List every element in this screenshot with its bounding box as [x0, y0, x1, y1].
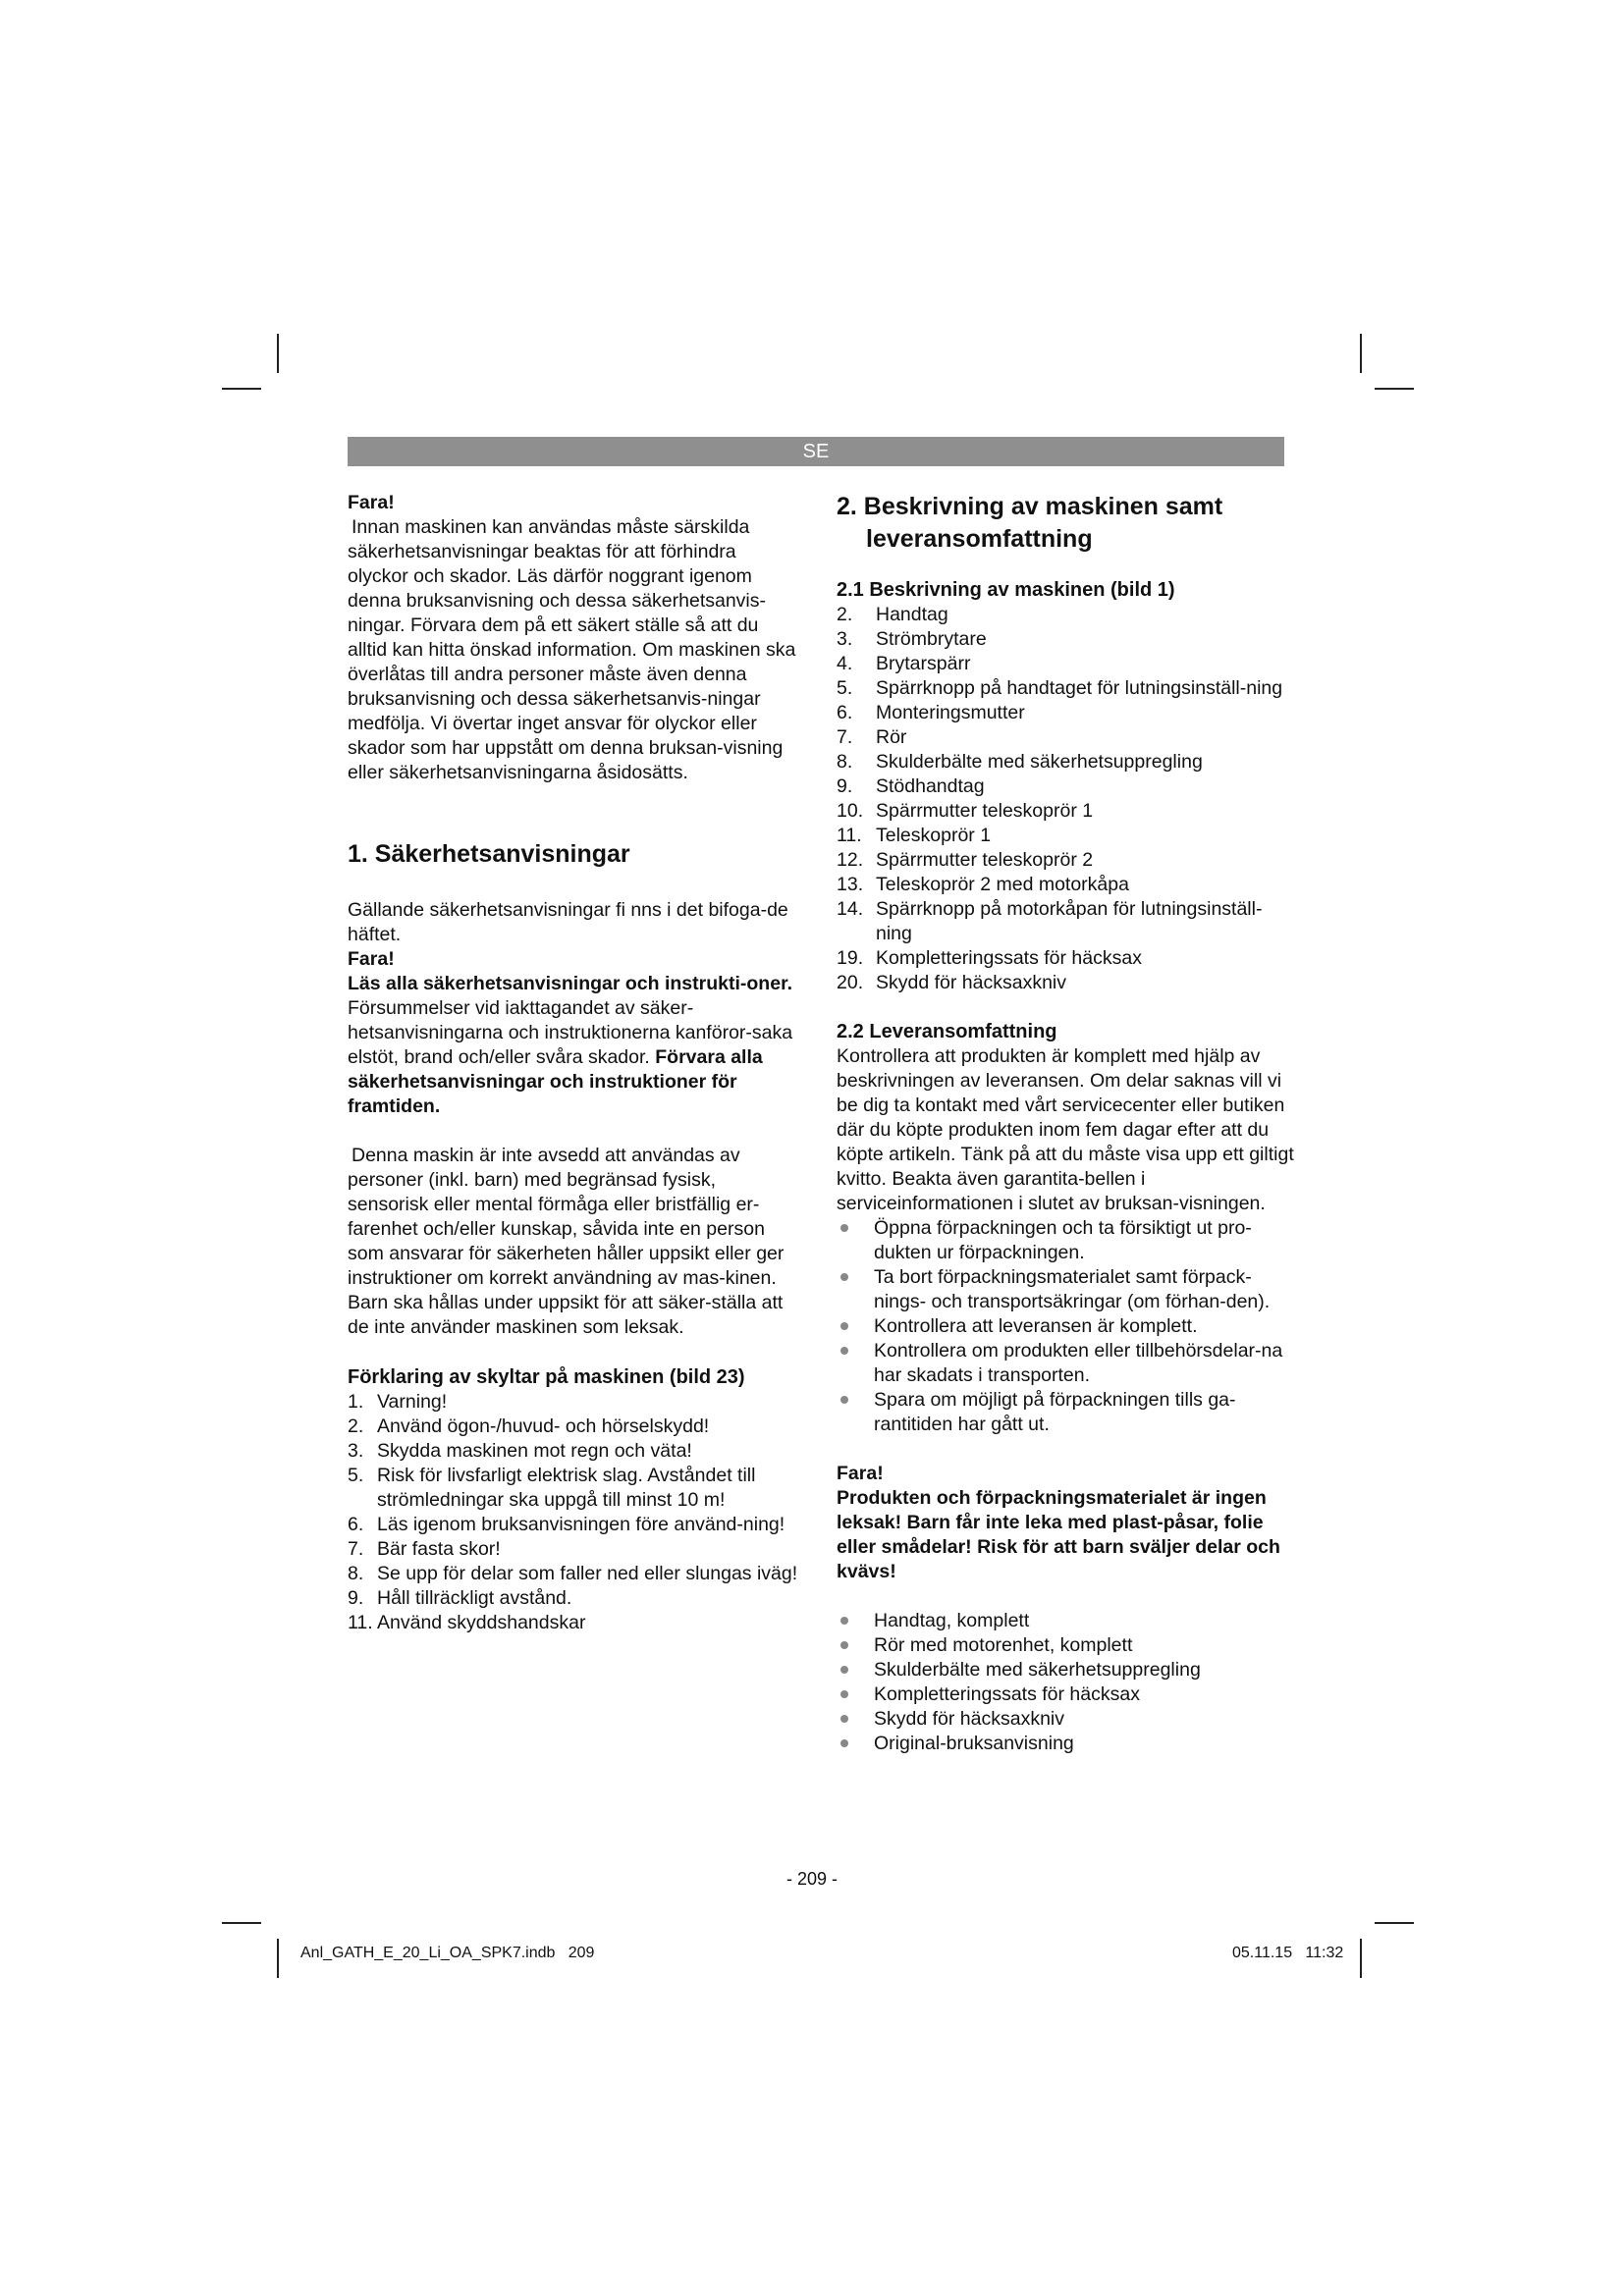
warning-bold: Förvara alla säkerhetsanvisningar och instruktioner för framtiden.: [348, 1046, 763, 1117]
bullet-icon: [840, 1273, 848, 1281]
list-item: Rör med motorenhet, komplett: [837, 1633, 1298, 1658]
bullet-icon: [840, 1322, 848, 1330]
danger-title: Fara!: [837, 1463, 884, 1484]
subsection-heading: 2.2 Leveransomfattning: [837, 1021, 1057, 1042]
list-item: 14. Spärrknopp på motorkåpan för lutningsinställ-ning: [837, 898, 1263, 944]
crop-mark: [1375, 1922, 1414, 1924]
print-timestamp: 05.11.15 11:32: [1232, 1945, 1344, 1961]
list-item: Kontrollera att leveransen är komplett.: [837, 1314, 1298, 1339]
list-item: 12. Spärrmutter teleskoprör 2: [837, 849, 1094, 871]
list-item: 7. Bär fasta skor!: [348, 1538, 501, 1560]
list-item: 3. Skydda maskinen mot regn och väta!: [348, 1440, 692, 1462]
list-item: 6. Monteringsmutter: [837, 702, 1025, 723]
right-column: [837, 491, 1298, 1756]
bullet-icon: [840, 1396, 848, 1404]
delivery-paragraph: Kontrollera att produkten är komplett med hjälp av beskrivningen av leveransen. Om delar saknas vill vi be dig ta kontakt med vårt servicecenter eller butiken där du köpte produkten inom fem dagar efter att du köpte artikeln. Tänk på att du måste visa upp ett giltigt kvitto. Beakta även garantita-bellen i serviceinformationen i slutet av bruksan-visningen.: [837, 1045, 1294, 1214]
list-item: Spara om möjligt på förpackningen tills ga-rantitiden har gått ut.: [837, 1388, 1298, 1437]
danger-title: Fara!: [348, 948, 395, 970]
list-item: 3. Strömbrytare: [837, 628, 987, 650]
list-item: 11. Teleskoprör 1: [837, 825, 992, 846]
bullet-icon: [840, 1347, 848, 1355]
list-item: 7. Rör: [837, 726, 907, 748]
list-item: 13. Teleskoprör 2 med motorkåpa: [837, 874, 1129, 895]
danger-title: Fara!: [348, 492, 395, 513]
page-number: - 209 -: [785, 1869, 839, 1889]
list-item: 9. Stödhandtag: [837, 775, 985, 797]
list-item: 2. Använd ögon-/huvud- och hörselskydd!: [348, 1415, 710, 1437]
crop-mark: [222, 1922, 261, 1924]
list-item: 9. Håll tillräckligt avstånd.: [348, 1587, 572, 1609]
language-header-bar: [348, 437, 1284, 466]
parts-list: [837, 603, 1298, 995]
list-item: Ta bort förpackningsmaterialet samt förpack-nings- och transportsäkringar (om förhan-den).: [837, 1265, 1298, 1314]
subsection-heading: 2.1 Beskrivning av maskinen (bild 1): [837, 579, 1175, 601]
section-heading: 2. Beskrivning av maskinen samt leveransomfattning: [837, 493, 1223, 553]
signs-list: [348, 1390, 801, 1635]
list-item: 11. Använd skyddshandskar: [348, 1612, 586, 1633]
bullet-icon: [840, 1715, 848, 1723]
list-item: 1. Varning!: [348, 1391, 448, 1413]
crop-mark: [222, 388, 261, 390]
list-item: 5. Spärrknopp på handtaget för lutningsinställ-ning: [837, 677, 1283, 699]
list-item: 6. Läs igenom bruksanvisningen före använd-ning!: [348, 1514, 785, 1535]
list-item: 4. Brytarspärr: [837, 653, 971, 674]
bullet-icon: [840, 1690, 848, 1698]
warning-bold: Läs alla säkerhetsanvisningar och instrukti-oner.: [348, 973, 792, 994]
list-item: 10. Spärrmutter teleskoprör 1: [837, 800, 1094, 822]
bullet-icon: [840, 1224, 848, 1232]
delivery-contents-list: [837, 1609, 1298, 1756]
crop-mark: [1375, 388, 1414, 390]
crop-mark: [1360, 1939, 1362, 1978]
file-slug: Anl_GATH_E_20_Li_OA_SPK7.indb 209: [300, 1945, 595, 1961]
language-label: SE: [802, 440, 830, 462]
danger-paragraph: Innan maskinen kan användas måste särskilda säkerhetsanvisningar beaktas för att förhindra olyckor och skador. Läs därför noggrant igenom denna bruksanvisning och dessa säkerhetsanvis-ningar. Förvara dem på ett säkert ställe så att du alltid kan hitta önskad information. Om maskinen ska överlåtas till andra personer måste även denna bruksanvisning och dessa säkerhetsanvis-ningar medfölja. Vi övertar inget ansvar för olyckor eller skador som har uppstått om denna bruksan-visning eller säkerhetsanvisningarna åsidosätts.: [348, 516, 796, 783]
signs-heading: Förklaring av skyltar på maskinen (bild 23): [348, 1366, 745, 1388]
list-item: 2. Handtag: [837, 604, 948, 625]
list-item: Kompletteringssats för häcksax: [837, 1682, 1298, 1707]
bullet-icon: [840, 1739, 848, 1747]
list-item: Handtag, komplett: [837, 1609, 1298, 1633]
list-item: Öppna förpackningen och ta försiktigt ut pro-dukten ur förpackningen.: [837, 1216, 1298, 1265]
bullet-icon: [840, 1617, 848, 1625]
bullet-icon: [840, 1666, 848, 1674]
list-item: Original-bruksanvisning: [837, 1732, 1298, 1756]
list-item: 8. Se upp för delar som faller ned eller slungas iväg!: [348, 1563, 798, 1584]
list-item: Skulderbälte med säkerhetsuppregling: [837, 1658, 1298, 1682]
list-item: Kontrollera om produkten eller tillbehörsdelar-na har skadats i transporten.: [837, 1339, 1298, 1388]
section-intro: Gällande säkerhetsanvisningar fi nns i det bifoga-de häftet.: [348, 899, 788, 945]
list-item: 5. Risk för livsfarligt elektrisk slag. Avståndet till strömledningar ska uppgå till minst 10 m!: [348, 1465, 756, 1511]
warning-text: Försummelser vid iakttagandet av säker-hetsanvisningarna och instruktionerna kanföror-saka elstöt, brand och/eller svåra skador.: [348, 997, 793, 1068]
usage-paragraph: Denna maskin är inte avsedd att användas av personer (inkl. barn) med begränsad fysisk, sensorisk eller mental förmåga eller bristfällig er-farenhet och/eller kunskap, såvida inte en person som ansvarar för säkerheten håller uppsikt eller ger instruktioner om korrekt användning av mas-kinen. Barn ska hållas under uppsikt för att säker-ställa att de inte använder maskinen som leksak.: [348, 1145, 785, 1338]
warning-paragraph: [348, 972, 801, 1119]
crop-mark: [277, 334, 279, 373]
left-column: [348, 491, 801, 1635]
bullet-icon: [840, 1641, 848, 1649]
list-item: 19. Kompletteringssats för häcksax: [837, 947, 1142, 969]
list-item: Skydd för häcksaxkniv: [837, 1707, 1298, 1732]
list-item: 20. Skydd för häcksaxkniv: [837, 972, 1067, 993]
crop-mark: [277, 1939, 279, 1978]
danger-paragraph: Produkten och förpackningsmaterialet är ingen leksak! Barn får inte leka med plast-påsar, folie eller smådelar! Risk för att barn sväljer delar och kvävs!: [837, 1487, 1280, 1582]
list-item: 8. Skulderbälte med säkerhetsuppregling: [837, 751, 1203, 773]
section-heading: 1. Säkerhetsanvisningar: [348, 840, 630, 868]
crop-mark: [1360, 334, 1362, 373]
unpacking-steps: [837, 1216, 1298, 1437]
